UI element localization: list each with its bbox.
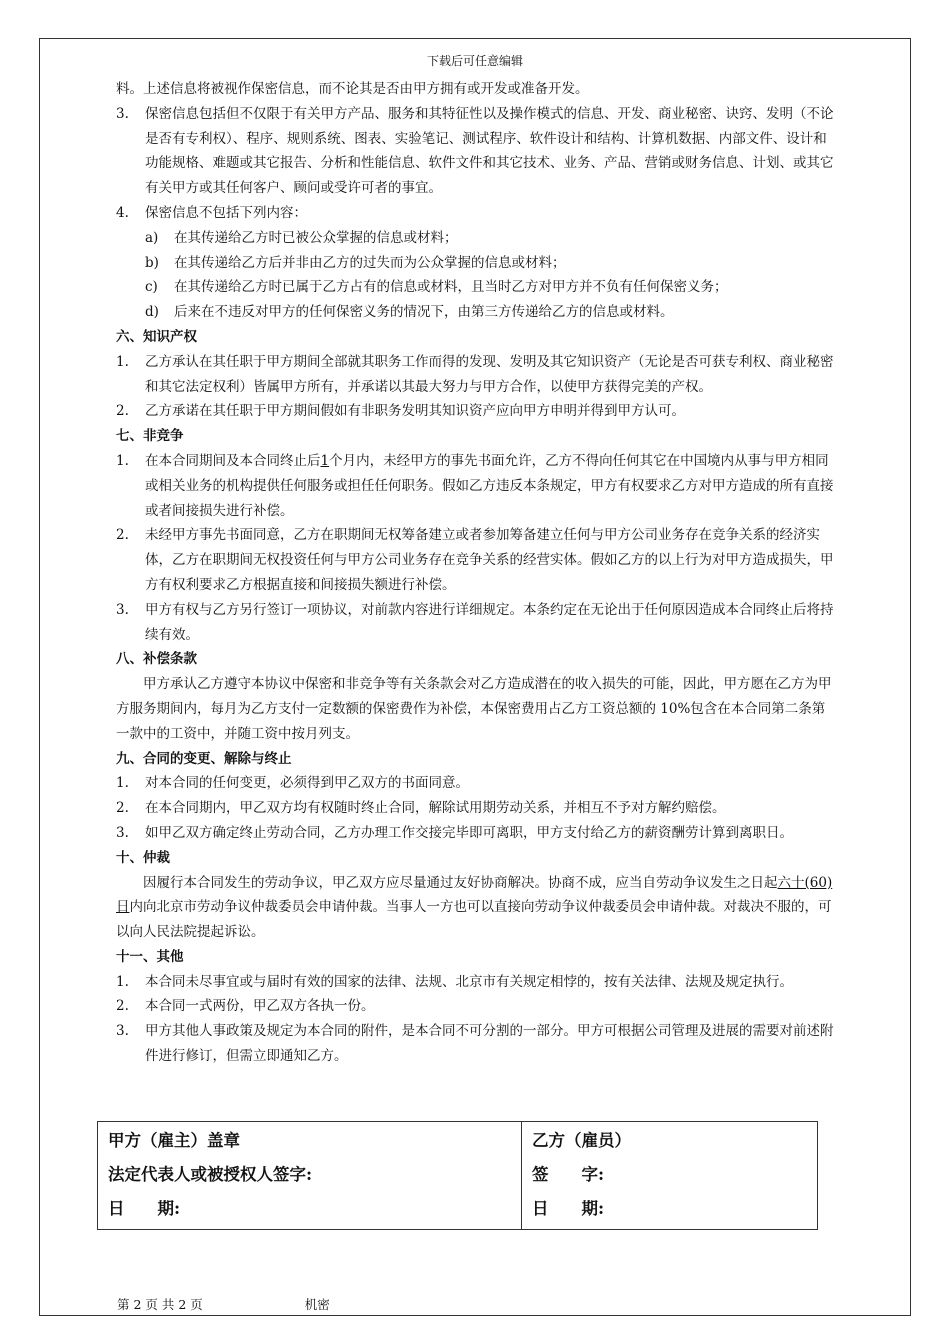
page-header: 下载后可任意编辑 <box>426 54 523 68</box>
section-heading-non-compete: 七、非竞争 <box>116 428 184 445</box>
item-number: 2. <box>116 403 129 420</box>
signature-table <box>97 1121 818 1230</box>
confidential-label: 机密 <box>304 1297 330 1312</box>
confidential-item-3 <box>116 102 838 201</box>
confidential-item-4 <box>116 201 838 226</box>
section-heading-other: 十一、其他 <box>116 948 184 965</box>
ip-item-1 <box>116 350 838 400</box>
page-number: 第 2 页 共 2 页 <box>117 1297 203 1312</box>
item-number: 3. <box>116 105 129 122</box>
item-number: 1. <box>116 775 129 792</box>
item-text-rest: 个月内，未经甲方的事先书面允许，乙方不得向任何其它在中国境内从事与甲方相同或相关业务的机构提供任何服务或担任任何职务。假如乙方违反本条规定，甲方有权要求乙方对甲方造成的所有直接或者间接损失进行补偿。 <box>145 452 834 519</box>
party-a-seal-label: 甲方（雇主）盖章 <box>108 1131 240 1150</box>
exclusion-item-d <box>116 300 838 325</box>
party-a-rep-signature-label: 法定代表人或被授权人签字: <box>108 1165 313 1184</box>
exclusion-item-a <box>116 226 838 251</box>
item-number: 1. <box>116 353 129 370</box>
section-heading-compensation: 八、补偿条款 <box>116 651 197 668</box>
termination-item-2 <box>116 796 838 821</box>
item-number: 3. <box>116 824 129 841</box>
item-text: 如甲乙双方确定终止劳动合同，乙方办理工作交接完毕即可离职，甲方支付给乙方的薪资酬劳计算到离职日。 <box>145 824 793 841</box>
other-item-1 <box>116 970 838 995</box>
item-text: 对本合同的任何变更，必须得到甲乙双方的书面同意。 <box>145 775 469 792</box>
party-b-cell <box>522 1122 817 1229</box>
item-number: c) <box>145 279 158 296</box>
item-text: 乙方承诺在其任职于甲方期间假如有非职务发明其知识资产应向甲方申明并得到甲方认可。 <box>145 403 685 420</box>
item-number: 1. <box>116 973 129 990</box>
item-text: 后来在不违反对甲方的任何保密义务的情况下，由第三方传递给乙方的信息或材料。 <box>174 304 674 321</box>
item-number: 2. <box>116 800 129 817</box>
section-heading-arbitration: 十、仲裁 <box>116 849 170 866</box>
item-text: 保密信息包括但不仅限于有关甲方产品、服务和其特征性以及操作模式的信息、开发、商业秘密、诀窍、发明（不论是否有专利权）、程序、规则系统、图表、实验笔记、测试程序、软件设计和结构、计算机数据、内部文件、设计和功能规格、难题或其它报告、分析和性能信息、软件文件和其它技术、业务、产品、营销或财务信息、计划、或其它有关甲方或其任何客户、顾问或受许可者的事宜。 <box>145 105 834 197</box>
item-number: 4. <box>116 204 129 221</box>
ip-item-2 <box>116 399 838 424</box>
item-number: a) <box>145 229 159 246</box>
document-body <box>116 77 838 1069</box>
party-a-date-label: 日 期: <box>108 1199 181 1218</box>
arbitration-text-a: 因履行本合同发生的劳动争议，甲乙双方应尽量通过友好协商解决。协商不成，应当自劳动争议发生之日起 <box>143 874 778 891</box>
item-number: d) <box>145 304 159 321</box>
item-text: 在其传递给乙方时已属于乙方占有的信息或材料，且当时乙方对甲方并不负有任何保密义务； <box>174 279 728 296</box>
termination-item-3 <box>116 821 838 846</box>
exclusion-item-b <box>116 251 838 276</box>
item-text: 在其传递给乙方时已被公众掌握的信息或材料； <box>174 229 458 246</box>
non-compete-item-2 <box>116 523 838 597</box>
other-item-3 <box>116 1019 838 1069</box>
party-b-date-label: 日 期: <box>532 1199 605 1218</box>
item-text: 甲方其他人事政策及规定为本合同的附件，是本合同不可分割的一部分。甲方可根据公司管理及进展的需要对前述附件进行修订，但需立即通知乙方。 <box>145 1023 834 1065</box>
other-item-2 <box>116 994 838 1019</box>
item-text: 本合同未尽事宜或与届时有效的国家的法律、法规、北京市有关规定相悖的，按有关法律、法规及规定执行。 <box>145 973 793 990</box>
non-compete-item-3 <box>116 598 838 648</box>
party-b-label: 乙方（雇员） <box>532 1131 631 1150</box>
arbitration-text-b: 内向北京市劳动争议仲裁委员会申请仲裁。当事人一方也可以直接向劳动争议仲裁委员会申请仲裁。对裁决不服的，可以向人民法院提起诉讼。 <box>116 899 832 941</box>
item-text-prefix: 在本合同期间及本合同终止后 <box>145 452 321 469</box>
arbitration-paragraph <box>116 871 838 945</box>
item-number: 1. <box>116 452 129 469</box>
item-text: 未经甲方事先书面同意，乙方在职期间无权筹备建立或者参加筹备建立任何与甲方公司业务存在竞争关系的经济实体，乙方在职期间无权投资任何与甲方公司业务存在竞争关系的经营实体。假如乙方的以上行为对甲方造成损失，甲方有权利要求乙方根据直接和间接损失额进行补偿。 <box>145 527 834 593</box>
item-text: 甲方有权与乙方另行签订一项协议，对前款内容进行详细规定。本条约定在无论出于任何原因造成本合同终止后将持续有效。 <box>145 601 834 643</box>
item-text <box>145 449 838 523</box>
party-a-cell <box>98 1122 522 1229</box>
non-compete-item-1 <box>116 449 838 523</box>
item-text: 在其传递给乙方后并非由乙方的过失而为公众掌握的信息或材料； <box>174 254 566 271</box>
item-text: 在本合同期内，甲乙双方均有权随时终止合同，解除试用期劳动关系，并相互不予对方解约赔偿。 <box>145 800 726 817</box>
item-number: b) <box>145 254 159 271</box>
section-heading-termination: 九、合同的变更、解除与终止 <box>116 750 292 767</box>
exclusion-item-c <box>116 275 838 300</box>
item-number: 2. <box>116 998 129 1015</box>
termination-item-1 <box>116 771 838 796</box>
item-text: 乙方承认在其任职于甲方期间全部就其职务工作而得的发现、发明及其它知识资产（无论是否可获专利权、商业秘密和其它法定权利）皆属甲方所有，并承诺以其最大努力与甲方合作，以使甲方获得完美的产权。 <box>145 353 834 395</box>
compensation-paragraph: 甲方承认乙方遵守本协议中保密和非竞争等有关条款会对乙方造成潜在的收入损失的可能，因此，甲方愿在乙方为甲方服务期间内，每月为乙方支付一定数额的保密费作为补偿，本保密费用占乙方工资总额的 10%包含在本合同第二条第一款中的工资中，并随工资中按月列支。 <box>116 676 832 742</box>
item-number: 2. <box>116 527 129 544</box>
months-value: 1 <box>320 452 330 469</box>
item-number: 3. <box>116 601 129 618</box>
party-b-signature-label: 签 字: <box>532 1165 605 1184</box>
page-footer <box>117 1297 330 1313</box>
item-text: 保密信息不包括下列内容： <box>145 204 307 221</box>
section-heading-ip: 六、知识产权 <box>116 328 197 345</box>
item-number: 3. <box>116 1023 129 1040</box>
item-text: 本合同一式两份，甲乙双方各执一份。 <box>145 998 375 1015</box>
intro-line: 料。上述信息将被视作保密信息，而不论其是否由甲方拥有或开发或准备开发。 <box>116 81 589 97</box>
arbitration-days: 六十(60)日 <box>116 874 833 916</box>
